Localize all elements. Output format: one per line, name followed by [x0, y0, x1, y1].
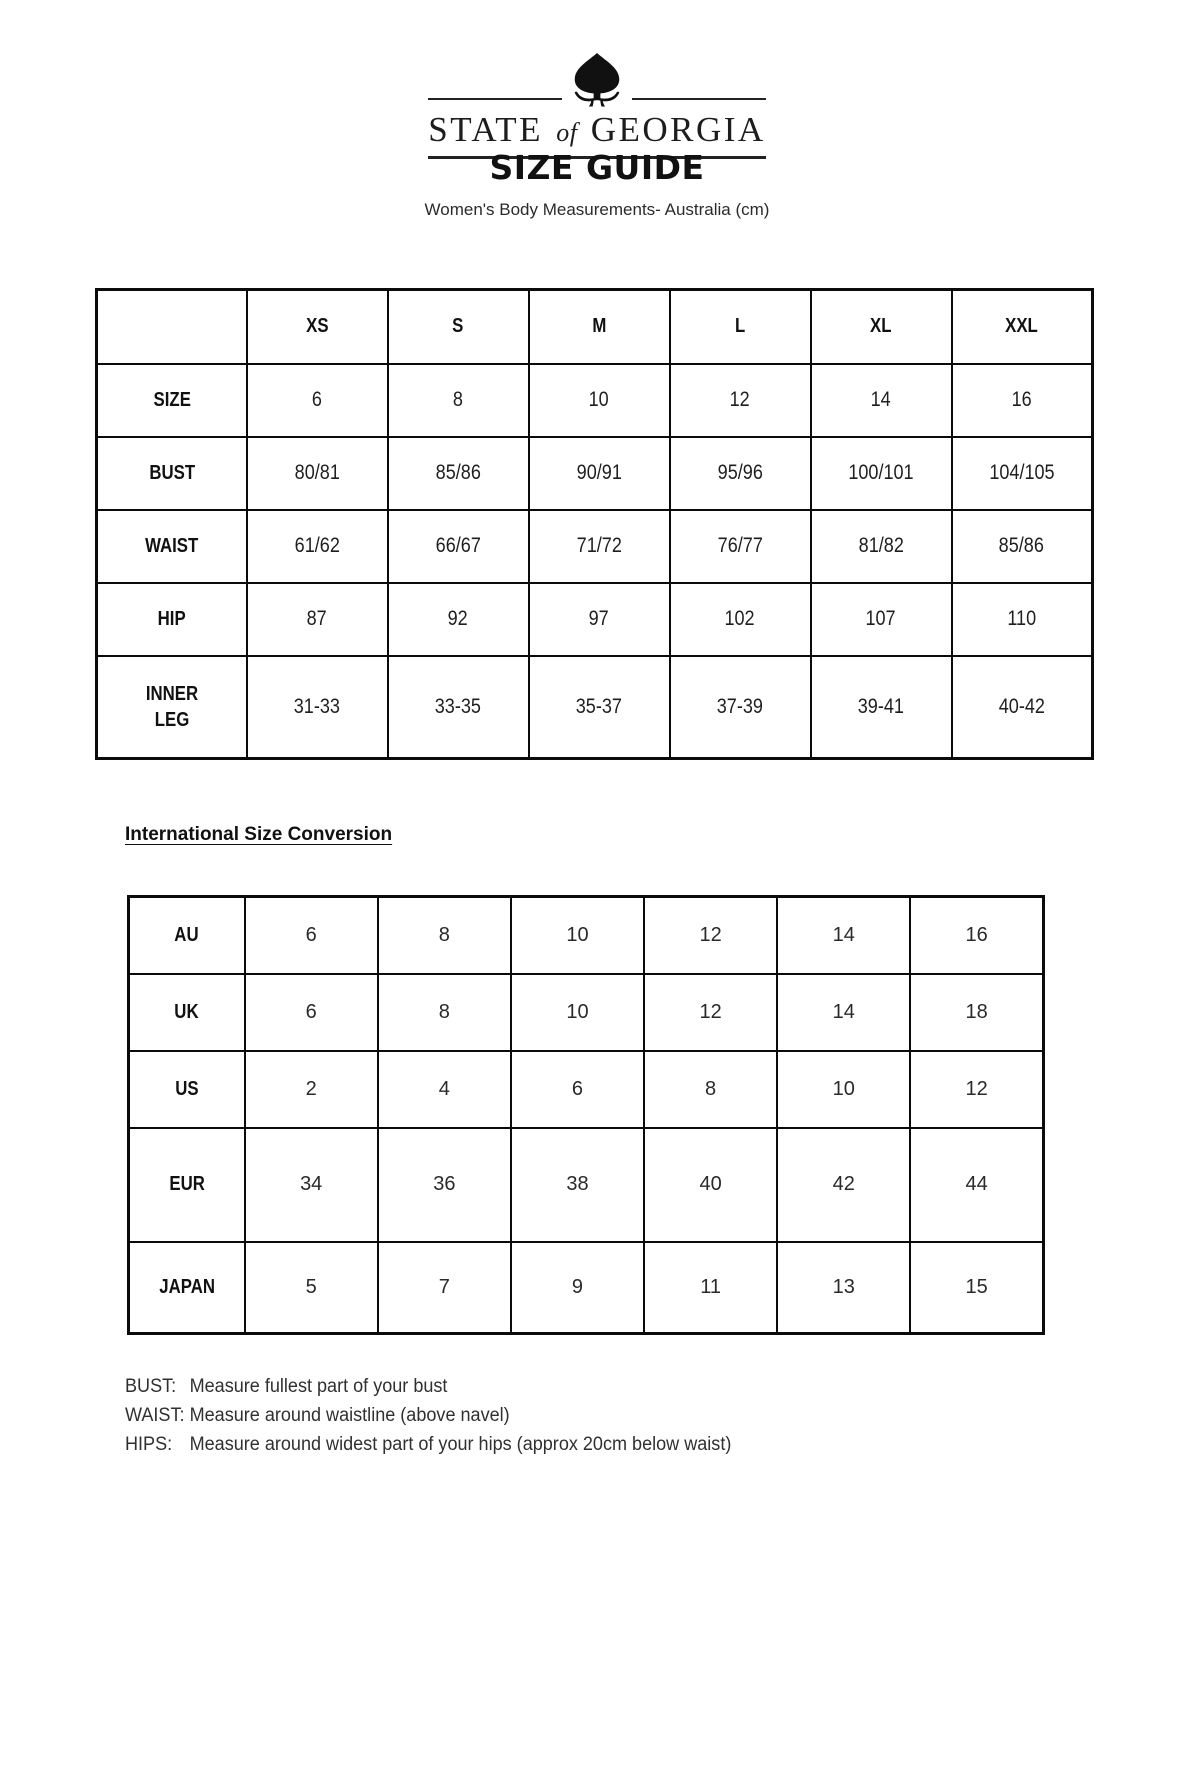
table-cell: 15: [910, 1242, 1043, 1334]
table-cell: 38: [511, 1128, 644, 1242]
logo-rule-right: [632, 98, 766, 101]
table-cell: 81/82: [811, 510, 952, 583]
row-label: UK: [129, 974, 245, 1051]
table-row: [129, 1242, 1044, 1334]
conversion-table: [127, 895, 1045, 1335]
table-row: [97, 437, 1093, 510]
size-col-header: XL: [811, 290, 952, 364]
table-cell: 14: [777, 897, 910, 974]
table-cell: 87: [247, 583, 388, 656]
table-cell: 10: [777, 1051, 910, 1128]
note-label: HIPS:: [125, 1434, 173, 1455]
table-cell: 110: [952, 583, 1093, 656]
table-row: [97, 510, 1093, 583]
table-cell: 92: [388, 583, 529, 656]
corner-cell: [97, 290, 247, 364]
table-cell: 12: [644, 897, 777, 974]
table-row: [129, 1128, 1044, 1242]
table-row: [129, 1051, 1044, 1128]
table-cell: 6: [245, 974, 378, 1051]
size-col-header: S: [388, 290, 529, 364]
table-cell: 4: [378, 1051, 511, 1128]
table-cell: 18: [910, 974, 1043, 1051]
table-cell: 12: [644, 974, 777, 1051]
measurements-table: [95, 288, 1094, 760]
table-cell: 10: [529, 364, 670, 437]
table-cell: 85/86: [952, 510, 1093, 583]
tree-icon: [566, 52, 628, 108]
table-row: [97, 290, 1093, 364]
table-row: [97, 364, 1093, 437]
table-cell: 95/96: [670, 437, 811, 510]
table-cell: 2: [245, 1051, 378, 1128]
note-waist: [125, 1401, 731, 1430]
size-col-header: L: [670, 290, 811, 364]
table-cell: 8: [378, 897, 511, 974]
table-cell: 8: [378, 974, 511, 1051]
table-cell: 33-35: [388, 656, 529, 759]
row-label: JAPAN: [129, 1242, 245, 1334]
table-cell: 12: [670, 364, 811, 437]
table-cell: 40-42: [952, 656, 1093, 759]
brand-name-of: of: [556, 118, 578, 147]
table-cell: 39-41: [811, 656, 952, 759]
table-row: [129, 974, 1044, 1051]
table-cell: 71/72: [529, 510, 670, 583]
table-cell: 8: [388, 364, 529, 437]
table-cell: 14: [811, 364, 952, 437]
table-cell: 80/81: [247, 437, 388, 510]
row-label: INNER LEG: [97, 656, 247, 759]
size-col-header: M: [529, 290, 670, 364]
logo-rule-left: [428, 98, 562, 101]
row-label: WAIST: [97, 510, 247, 583]
table-cell: 104/105: [952, 437, 1093, 510]
table-cell: 61/62: [247, 510, 388, 583]
row-label: SIZE: [97, 364, 247, 437]
table-cell: 7: [378, 1242, 511, 1334]
measurement-notes: [125, 1372, 763, 1459]
table-cell: 6: [247, 364, 388, 437]
table-cell: 40: [644, 1128, 777, 1242]
table-row: [97, 583, 1093, 656]
table-row: [129, 897, 1044, 974]
table-cell: 31-33: [247, 656, 388, 759]
table-cell: 5: [245, 1242, 378, 1334]
table-cell: 12: [910, 1051, 1043, 1128]
table-cell: 10: [511, 897, 644, 974]
page-title: SIZE GUIDE: [489, 148, 705, 187]
note-label: BUST:: [125, 1376, 177, 1397]
note-text: Measure around widest part of your hips (approx 20cm below waist): [189, 1434, 732, 1455]
table-cell: 13: [777, 1242, 910, 1334]
table-cell: 10: [511, 974, 644, 1051]
brand-name-state: STATE: [428, 110, 543, 149]
table-cell: 85/86: [388, 437, 529, 510]
table-cell: 44: [910, 1128, 1043, 1242]
table-cell: 6: [511, 1051, 644, 1128]
table-cell: 37-39: [670, 656, 811, 759]
note-bust: [125, 1372, 731, 1401]
table-cell: 34: [245, 1128, 378, 1242]
table-cell: 16: [952, 364, 1093, 437]
table-cell: 35-37: [529, 656, 670, 759]
table-cell: 76/77: [670, 510, 811, 583]
table-cell: 90/91: [529, 437, 670, 510]
conversion-heading: International Size Conversion: [125, 824, 393, 845]
table-cell: 11: [644, 1242, 777, 1334]
table-cell: 102: [670, 583, 811, 656]
note-hips: [125, 1430, 731, 1459]
row-label: US: [129, 1051, 245, 1128]
brand-logo: [428, 54, 766, 159]
table-cell: 42: [777, 1128, 910, 1242]
size-col-header: XXL: [952, 290, 1093, 364]
note-label: WAIST:: [125, 1405, 185, 1426]
table-cell: 97: [529, 583, 670, 656]
table-cell: 6: [245, 897, 378, 974]
row-label: EUR: [129, 1128, 245, 1242]
table-row: [97, 656, 1093, 759]
brand-name-georgia: GEORGIA: [590, 110, 766, 149]
note-text: Measure fullest part of your bust: [189, 1376, 448, 1397]
table-cell: 16: [910, 897, 1043, 974]
table-cell: 107: [811, 583, 952, 656]
table-cell: 66/67: [388, 510, 529, 583]
table-cell: 100/101: [811, 437, 952, 510]
table-cell: 8: [644, 1051, 777, 1128]
page-subtitle: Women's Body Measurements- Australia (cm): [424, 200, 770, 219]
table-cell: 9: [511, 1242, 644, 1334]
note-text: Measure around waistline (above navel): [189, 1405, 510, 1426]
row-label: BUST: [97, 437, 247, 510]
row-label: AU: [129, 897, 245, 974]
size-col-header: XS: [247, 290, 388, 364]
table-cell: 14: [777, 974, 910, 1051]
table-cell: 36: [378, 1128, 511, 1242]
row-label: HIP: [97, 583, 247, 656]
logo-top-rule: [428, 54, 766, 108]
